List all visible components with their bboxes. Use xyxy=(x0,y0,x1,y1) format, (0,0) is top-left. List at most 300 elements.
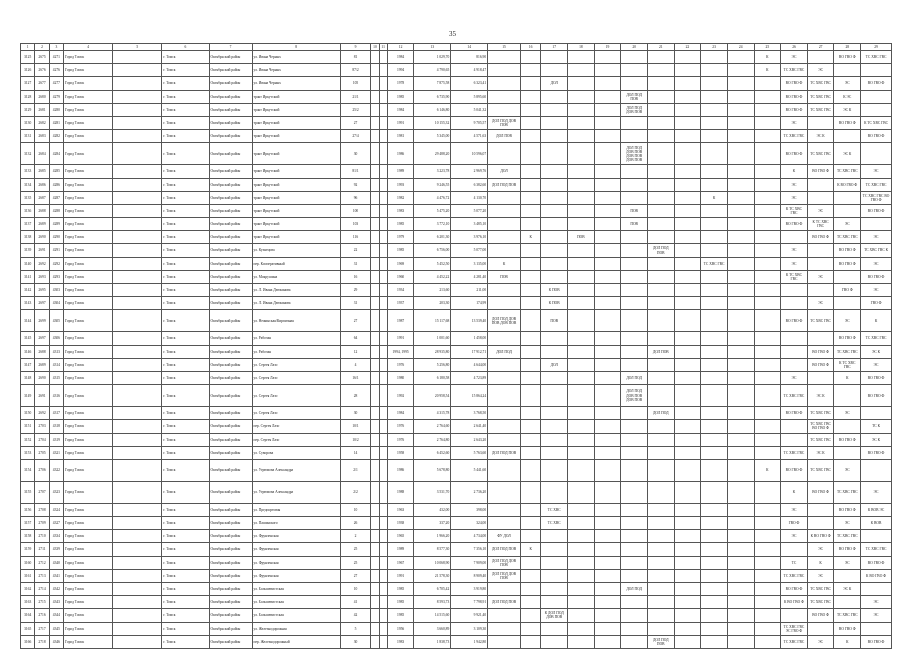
table-cell xyxy=(781,297,808,310)
table-cell: Октябрьский район xyxy=(209,530,252,543)
table-cell xyxy=(647,530,674,543)
table-cell: 4 315,78 xyxy=(414,407,451,420)
table-cell xyxy=(861,218,892,231)
table-cell xyxy=(371,517,379,530)
table-cell: ВО ГВО Ф xyxy=(861,270,892,283)
table-cell xyxy=(371,77,379,90)
table-row xyxy=(21,204,892,217)
table-cell xyxy=(594,165,621,178)
table-cell: Город Томск xyxy=(64,420,113,433)
column-number: 27 xyxy=(807,44,834,51)
column-number: 25 xyxy=(754,44,781,51)
table-cell: ТС ХВС ГВС xyxy=(834,530,861,543)
table-cell xyxy=(113,143,162,165)
table-cell xyxy=(727,310,754,332)
table-cell xyxy=(647,178,674,191)
table-cell: Город Томск xyxy=(64,543,113,556)
table-cell: г. Томск xyxy=(162,517,209,530)
table-cell xyxy=(541,345,568,358)
table-cell: 4 734,00 xyxy=(451,530,488,543)
table-cell: 3152 xyxy=(21,433,35,446)
table-cell: ВО ГВО Ф xyxy=(861,204,892,217)
table-cell: 1982 xyxy=(387,191,414,204)
table-cell: 6 452,60 xyxy=(414,446,451,459)
table-cell: 41 xyxy=(340,596,371,609)
table-cell xyxy=(594,420,621,433)
table-cell: ДОЛ ПОД ПОВ xyxy=(488,446,521,459)
table-cell xyxy=(520,503,540,516)
table-cell: 4304 xyxy=(49,297,63,310)
table-cell xyxy=(754,433,781,446)
table-cell xyxy=(754,270,781,283)
table-cell: ул. Суворова xyxy=(252,446,340,459)
table-cell: 3146 xyxy=(21,345,35,358)
table-cell: г. Томск xyxy=(162,503,209,516)
table-cell: 5 041,32 xyxy=(451,103,488,116)
table-cell xyxy=(520,270,540,283)
table-cell: 1992 xyxy=(387,385,414,407)
table-cell: Октябрьский район xyxy=(209,103,252,116)
table-cell xyxy=(113,530,162,543)
table-cell: ул. Ивана Черных xyxy=(252,51,340,64)
table-cell xyxy=(621,165,648,178)
table-cell: 6 735,90 xyxy=(414,90,451,103)
table-cell xyxy=(754,191,781,204)
table-cell xyxy=(781,609,808,622)
table-cell: Город Томск xyxy=(64,130,113,143)
table-cell: 4 281,40 xyxy=(451,270,488,283)
table-cell: 10 596,07 xyxy=(451,143,488,165)
table-cell: 9 921,40 xyxy=(451,609,488,622)
table-cell: тракт Иркутский xyxy=(252,204,340,217)
table-cell: 211,00 xyxy=(451,284,488,297)
table-cell: 2714 xyxy=(35,583,49,596)
table-cell: ДОЛ ПОД xyxy=(647,407,674,420)
table-cell xyxy=(568,244,595,257)
table-cell: ЭС xyxy=(781,191,808,204)
table-cell: г. Томск xyxy=(162,257,209,270)
table-cell xyxy=(113,481,162,503)
table-cell: Город Томск xyxy=(64,609,113,622)
table-cell xyxy=(541,635,568,648)
table-cell: 2/2 xyxy=(340,481,371,503)
table-cell xyxy=(371,244,379,257)
table-cell xyxy=(379,297,387,310)
table-cell: 17 912,71 xyxy=(451,345,488,358)
table-cell xyxy=(568,459,595,481)
table-cell xyxy=(541,459,568,481)
table-cell: ВО ГВО Ф xyxy=(861,446,892,459)
table-cell xyxy=(834,569,861,582)
table-cell xyxy=(113,191,162,204)
table-cell xyxy=(541,204,568,217)
table-cell xyxy=(727,284,754,297)
table-cell: ПОВ xyxy=(541,310,568,332)
table-cell xyxy=(113,257,162,270)
table-cell: ВО ГВО Ф xyxy=(781,218,808,231)
column-number: 2 xyxy=(35,44,49,51)
table-cell: 1985 xyxy=(387,90,414,103)
table-cell: 2 643,20 xyxy=(451,433,488,446)
table-cell xyxy=(701,459,728,481)
table-cell xyxy=(727,358,754,371)
table-cell xyxy=(674,481,701,503)
table-cell: тракт Иркутский xyxy=(252,178,340,191)
table-cell xyxy=(647,481,674,503)
table-cell xyxy=(379,358,387,371)
table-cell xyxy=(807,191,834,204)
table-cell xyxy=(113,459,162,481)
table-cell xyxy=(647,433,674,446)
table-cell xyxy=(594,178,621,191)
table-cell: 4345 xyxy=(49,622,63,635)
table-cell: 4343 xyxy=(49,596,63,609)
table-cell: ТС ХВС ГВС xyxy=(807,433,834,446)
table-cell: Октябрьский район xyxy=(209,191,252,204)
table-cell: ТС ХВС ГВС xyxy=(781,569,808,582)
table-cell xyxy=(701,503,728,516)
table-cell xyxy=(541,446,568,459)
table-cell xyxy=(647,297,674,310)
table-cell: ЭС xyxy=(807,635,834,648)
table-cell: 1 458,00 xyxy=(451,332,488,345)
table-cell xyxy=(621,446,648,459)
table-cell: 3137 xyxy=(21,218,35,231)
table-cell: ТС ХВС ГВС xyxy=(834,231,861,244)
table-cell xyxy=(520,345,540,358)
table-cell xyxy=(520,459,540,481)
table-cell: Город Томск xyxy=(64,556,113,569)
table-cell: 12 xyxy=(340,345,371,358)
table-cell: Город Томск xyxy=(64,297,113,310)
table-cell xyxy=(754,244,781,257)
table-cell: 6 382,60 xyxy=(451,178,488,191)
table-cell: Город Томск xyxy=(64,51,113,64)
table-cell xyxy=(113,609,162,622)
table-cell: Октябрьский район xyxy=(209,77,252,90)
table-cell xyxy=(541,143,568,165)
table-cell: Октябрьский район xyxy=(209,481,252,503)
table-cell xyxy=(541,530,568,543)
table-cell xyxy=(674,51,701,64)
table-cell xyxy=(113,270,162,283)
table-cell: Октябрьский район xyxy=(209,231,252,244)
table-cell: 1991 xyxy=(387,332,414,345)
table-cell xyxy=(594,345,621,358)
table-cell: 27 xyxy=(340,569,371,582)
table-cell xyxy=(621,556,648,569)
table-cell xyxy=(621,284,648,297)
table-cell: 3150 xyxy=(21,407,35,420)
column-number: 28 xyxy=(834,44,861,51)
table-cell xyxy=(647,231,674,244)
table-cell xyxy=(594,130,621,143)
table-cell: Город Томск xyxy=(64,446,113,459)
table-cell: ДОЛ ПОД ДОВ ПОВ xyxy=(488,116,521,129)
table-cell: ЭС К xyxy=(834,143,861,165)
table-cell xyxy=(568,103,595,116)
table-cell xyxy=(520,77,540,90)
table-cell: тракт Иркутский xyxy=(252,116,340,129)
table-cell: Октябрьский район xyxy=(209,244,252,257)
table-cell: 2718 xyxy=(35,635,49,648)
table-cell: 3127 xyxy=(21,77,35,90)
table-cell xyxy=(113,64,162,77)
table-cell xyxy=(568,257,595,270)
table-cell xyxy=(594,459,621,481)
table-cell xyxy=(754,583,781,596)
table-cell: 13 539,40 xyxy=(451,310,488,332)
table-cell: 3140 xyxy=(21,257,35,270)
table-cell xyxy=(379,178,387,191)
table-cell: ГВО Ф xyxy=(834,284,861,297)
table-row xyxy=(21,446,892,459)
table-cell xyxy=(379,345,387,358)
table-cell xyxy=(371,569,379,582)
table-cell xyxy=(594,218,621,231)
table-cell: Октябрьский район xyxy=(209,257,252,270)
table-cell xyxy=(371,103,379,116)
table-cell xyxy=(379,517,387,530)
table-cell xyxy=(371,583,379,596)
table-cell: г. Томск xyxy=(162,143,209,165)
table-cell xyxy=(113,103,162,116)
table-cell: 3 531,70 xyxy=(414,481,451,503)
table-cell: 2717 xyxy=(35,622,49,635)
table-cell xyxy=(594,385,621,407)
table-cell: 3161 xyxy=(21,569,35,582)
table-cell xyxy=(379,459,387,481)
table-cell: 1958 xyxy=(387,446,414,459)
table-cell xyxy=(520,371,540,384)
table-cell: К xyxy=(781,165,808,178)
table-cell xyxy=(371,143,379,165)
table-cell xyxy=(379,270,387,283)
table-cell xyxy=(701,64,728,77)
table-cell xyxy=(488,284,521,297)
table-cell xyxy=(674,569,701,582)
table-cell xyxy=(520,244,540,257)
table-cell: К xyxy=(701,191,728,204)
table-cell xyxy=(754,358,781,371)
table-cell: 4280 xyxy=(49,103,63,116)
table-cell xyxy=(541,218,568,231)
table-cell xyxy=(621,530,648,543)
table-cell xyxy=(488,481,521,503)
table-cell: 105 xyxy=(340,77,371,90)
table-cell xyxy=(781,543,808,556)
table-cell: 3141 xyxy=(21,270,35,283)
table-cell xyxy=(674,433,701,446)
table-cell xyxy=(379,143,387,165)
table-cell: 1 942,80 xyxy=(451,635,488,648)
table-cell: ул. Сергея Лазо xyxy=(252,358,340,371)
table-cell xyxy=(379,371,387,384)
table-cell: 16 xyxy=(340,270,371,283)
table-cell: Октябрьский район xyxy=(209,543,252,556)
table-cell: г. Томск xyxy=(162,130,209,143)
table-cell xyxy=(371,358,379,371)
table-cell xyxy=(727,332,754,345)
table-cell: г. Томск xyxy=(162,116,209,129)
table-cell: 4306 xyxy=(49,332,63,345)
table-cell: ТС ХВС ГВС xyxy=(807,459,834,481)
table-cell: К xyxy=(520,543,540,556)
column-number: 26 xyxy=(781,44,808,51)
table-cell xyxy=(371,622,379,635)
table-cell xyxy=(781,433,808,446)
table-cell xyxy=(701,130,728,143)
table-cell: 4 130,70 xyxy=(451,191,488,204)
table-cell: 1988 xyxy=(387,481,414,503)
table-cell: 5 895,60 xyxy=(451,90,488,103)
table-cell: 3154 xyxy=(21,459,35,481)
table-row xyxy=(21,90,892,103)
table-cell: ЭС xyxy=(861,284,892,297)
table-cell xyxy=(568,358,595,371)
table-cell xyxy=(541,231,568,244)
table-cell xyxy=(647,556,674,569)
table-cell xyxy=(520,635,540,648)
table-cell: 1 966,20 xyxy=(414,530,451,543)
table-cell xyxy=(781,231,808,244)
table-cell xyxy=(379,503,387,516)
table-cell xyxy=(754,371,781,384)
table-cell xyxy=(594,103,621,116)
table-cell xyxy=(594,635,621,648)
table-cell: ул. Л. Ивана Дзюкинова xyxy=(252,284,340,297)
table-cell: 3149 xyxy=(21,385,35,407)
table-cell: 3160 xyxy=(21,556,35,569)
table-cell xyxy=(568,130,595,143)
table-cell: 10 xyxy=(340,503,371,516)
table-cell xyxy=(701,244,728,257)
table-cell xyxy=(727,503,754,516)
table-cell xyxy=(594,481,621,503)
table-cell: К xyxy=(520,231,540,244)
table-cell: 27 xyxy=(340,116,371,129)
table-cell: ЭС xyxy=(781,371,808,384)
table-cell: 6 323,41 xyxy=(451,77,488,90)
table-cell xyxy=(594,51,621,64)
table-cell xyxy=(621,503,648,516)
table-cell: Октябрьский район xyxy=(209,596,252,609)
table-cell: 816,90 xyxy=(451,51,488,64)
table-cell xyxy=(647,385,674,407)
table-cell: 2691 xyxy=(35,244,49,257)
table-cell xyxy=(754,165,781,178)
table-cell: ВО ГВО Ф xyxy=(781,90,808,103)
table-cell: ул. Ивана Черных xyxy=(252,64,340,77)
table-cell: 1986 xyxy=(387,143,414,165)
table-cell xyxy=(568,543,595,556)
table-cell: 2689 xyxy=(35,218,49,231)
table-cell xyxy=(647,420,674,433)
table-cell xyxy=(754,332,781,345)
table-cell xyxy=(727,446,754,459)
table-cell xyxy=(674,90,701,103)
table-cell: 1 838,73 xyxy=(414,635,451,648)
table-cell xyxy=(834,446,861,459)
table-cell: 4277 xyxy=(49,77,63,90)
table-cell: г. Томск xyxy=(162,218,209,231)
table-cell xyxy=(488,77,521,90)
table-cell: ЭС xyxy=(781,257,808,270)
table-cell: Октябрьский район xyxy=(209,165,252,178)
table-cell: ул. Кузнецова xyxy=(252,244,340,257)
table-cell xyxy=(674,446,701,459)
table-cell xyxy=(379,51,387,64)
table-cell: ВО ГВО Ф xyxy=(861,385,892,407)
table-cell: ул. Рабочая xyxy=(252,332,340,345)
table-cell: 4 918,47 xyxy=(451,64,488,77)
table-cell: Город Томск xyxy=(64,433,113,446)
table-cell: 2686 xyxy=(35,178,49,191)
table-cell: ЭС К xyxy=(807,385,834,407)
table-cell: ВО ГВО Ф xyxy=(861,635,892,648)
table-cell xyxy=(520,481,540,503)
table-cell xyxy=(701,446,728,459)
table-cell xyxy=(371,64,379,77)
table-cell: 2690 xyxy=(35,371,49,384)
table-cell xyxy=(568,204,595,217)
table-cell: 2707 xyxy=(35,481,49,503)
table-cell xyxy=(727,143,754,165)
table-cell xyxy=(371,191,379,204)
table-cell: 2 736,20 xyxy=(451,481,488,503)
table-cell xyxy=(371,116,379,129)
table-cell xyxy=(371,446,379,459)
table-cell xyxy=(834,297,861,310)
table-cell: ТС ХВС ГВС ВО ГВО Ф xyxy=(807,420,834,433)
table-cell: К xyxy=(754,51,781,64)
table-cell xyxy=(727,543,754,556)
table-cell xyxy=(647,503,674,516)
table-cell: К ЭС xyxy=(834,90,861,103)
table-cell xyxy=(594,371,621,384)
table-cell: ЭС xyxy=(781,116,808,129)
table-cell: г. Томск xyxy=(162,371,209,384)
table-cell xyxy=(647,103,674,116)
table-cell: Октябрьский район xyxy=(209,622,252,635)
table-cell: ул. Рабочая xyxy=(252,345,340,358)
table-cell: 10/2 xyxy=(340,433,371,446)
table-cell xyxy=(594,310,621,332)
table-cell xyxy=(727,231,754,244)
table-row xyxy=(21,345,892,358)
table-cell: Город Томск xyxy=(64,244,113,257)
table-cell: 1991 xyxy=(387,569,414,582)
table-cell: 30 xyxy=(340,407,371,420)
table-cell xyxy=(488,51,521,64)
table-cell: г. Томск xyxy=(162,635,209,648)
table-cell: г. Томск xyxy=(162,556,209,569)
table-cell: 4 452,22 xyxy=(414,270,451,283)
table-cell xyxy=(113,284,162,297)
table-row xyxy=(21,481,892,503)
table-cell: Город Томск xyxy=(64,310,113,332)
table-cell xyxy=(371,231,379,244)
table-cell xyxy=(674,130,701,143)
table-cell xyxy=(371,257,379,270)
table-row xyxy=(21,503,892,516)
table-cell: г. Томск xyxy=(162,459,209,481)
table-cell: 2705 xyxy=(35,446,49,459)
table-cell xyxy=(113,569,162,582)
table-cell: 2713 xyxy=(35,569,49,582)
table-cell xyxy=(594,143,621,165)
table-cell: 2712 xyxy=(35,556,49,569)
